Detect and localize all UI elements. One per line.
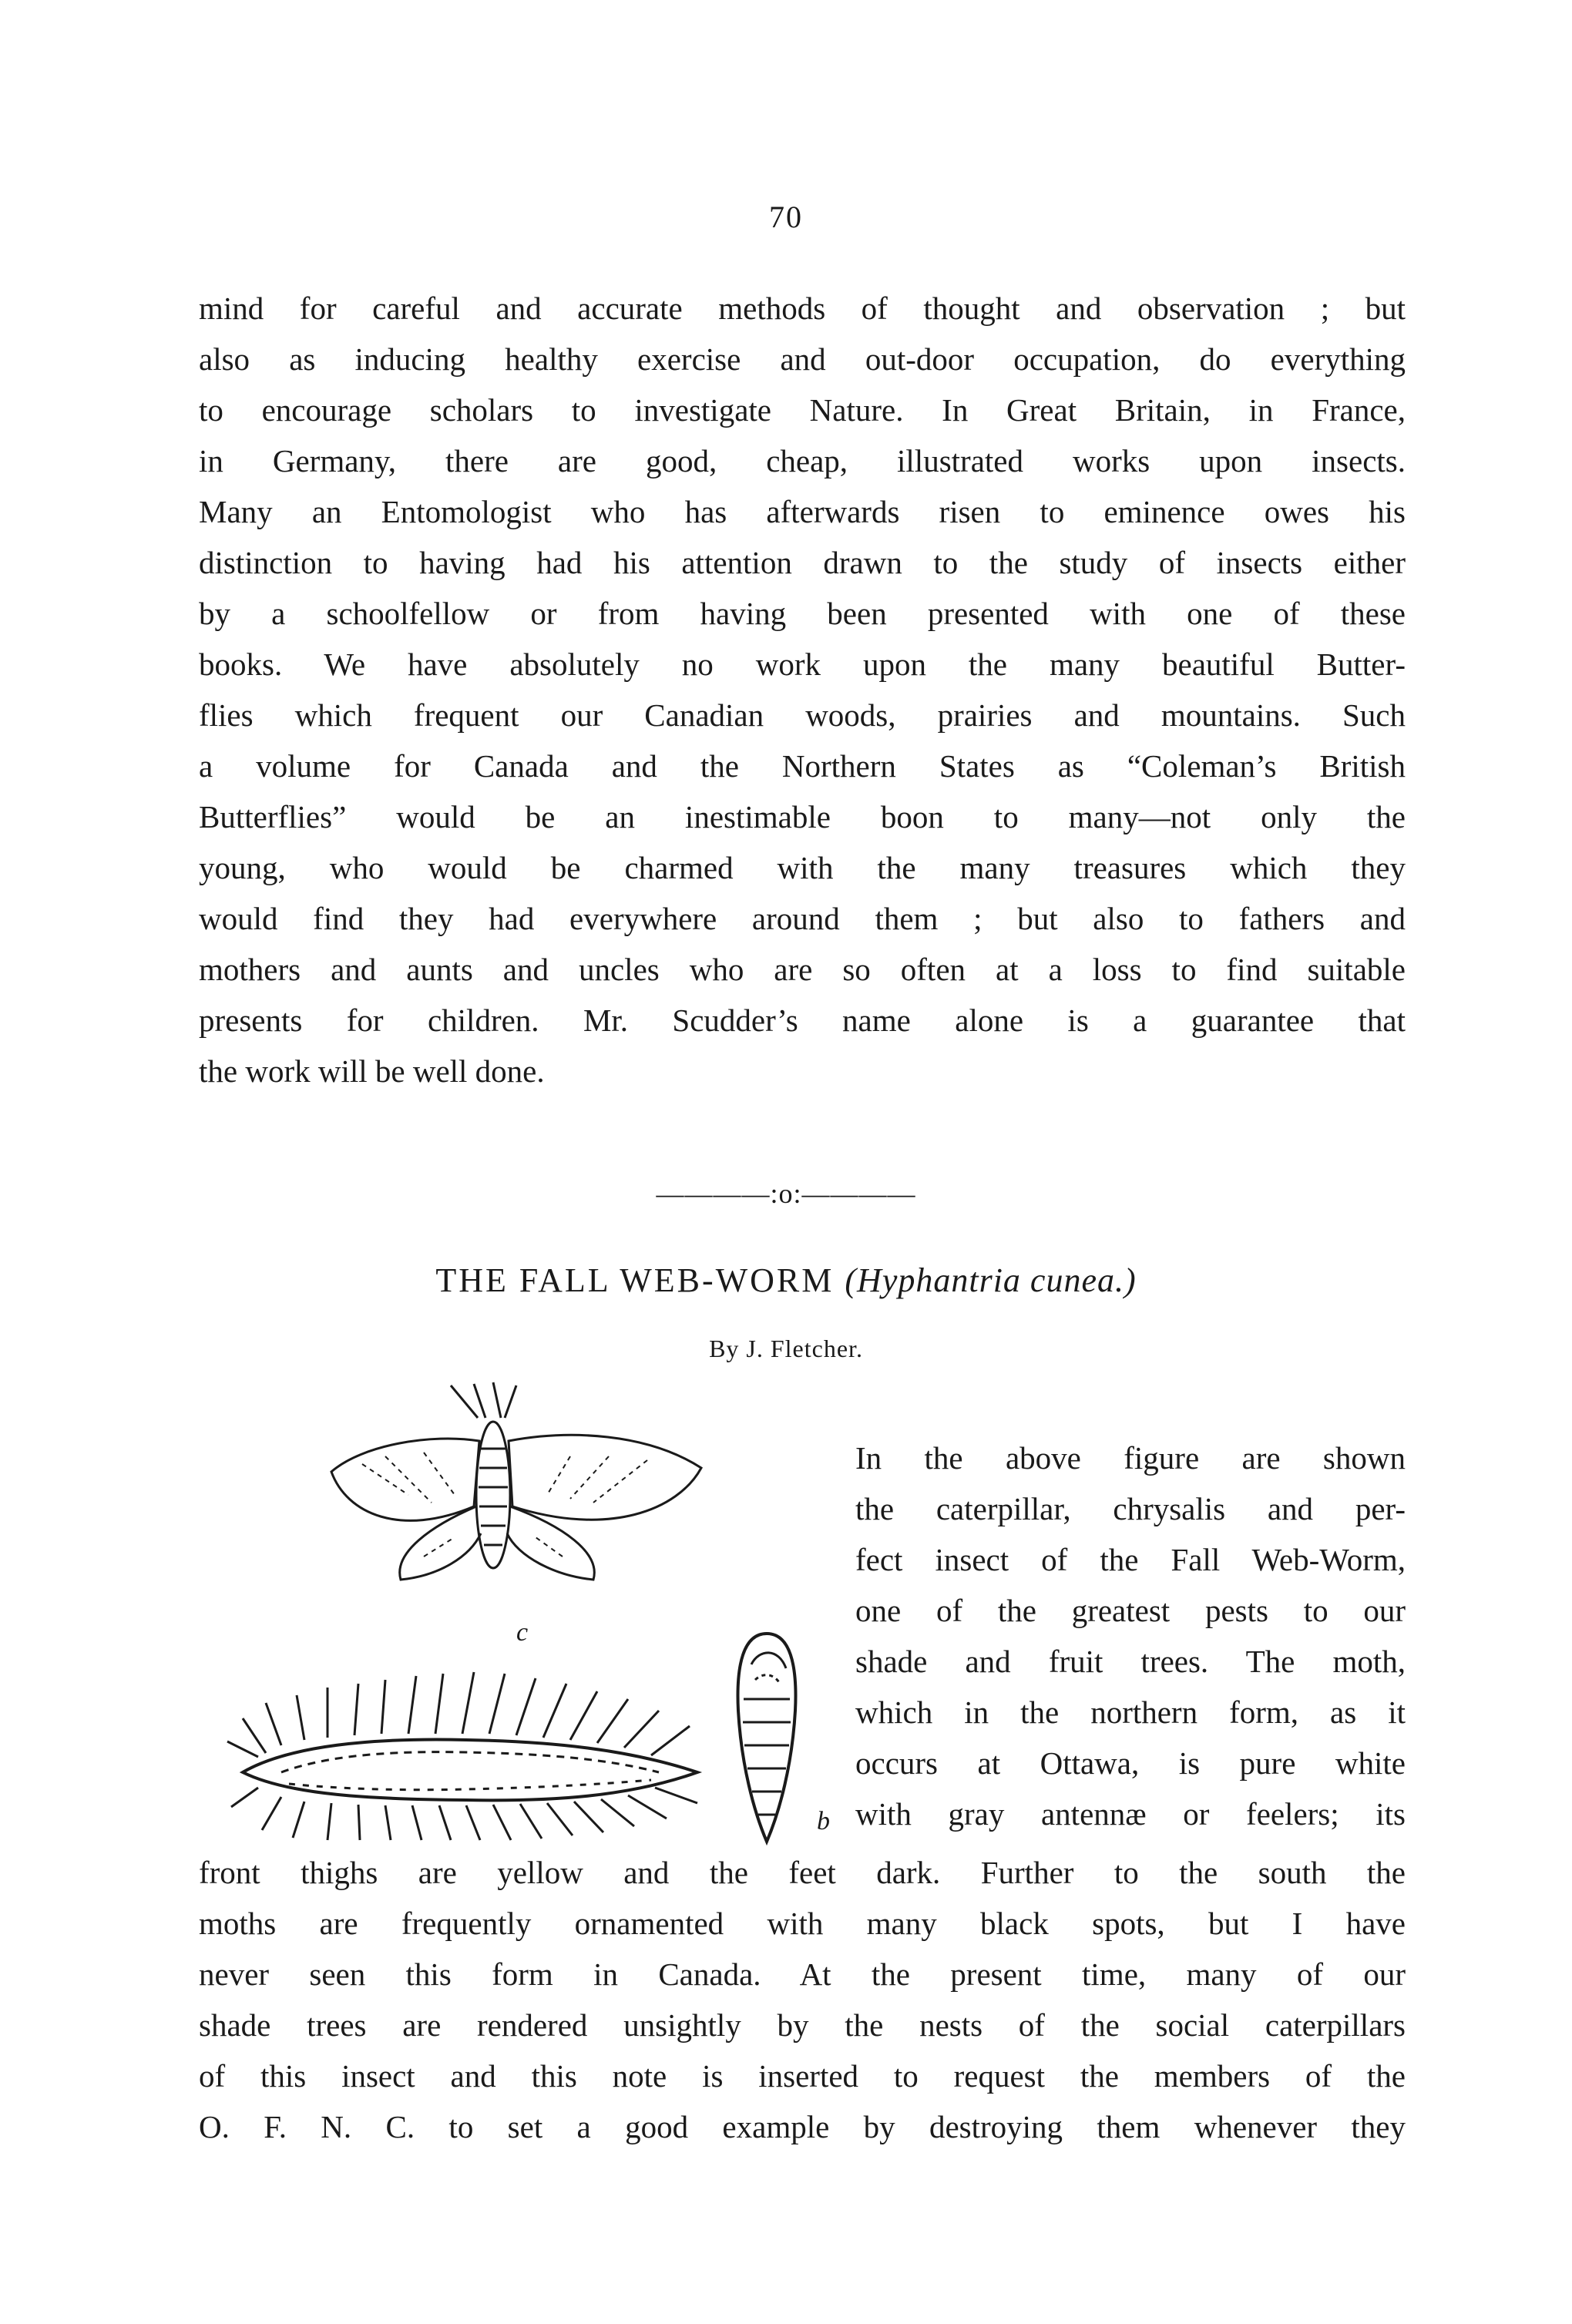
text-line: young, who would be charmed with the many treasures which they	[199, 850, 1406, 885]
text-line: mothers and aunts and uncles who are so often at a loss to find suitable	[199, 952, 1406, 987]
text-line: with gray antennæ or feelers; its	[855, 1796, 1406, 1832]
figure-label-c: c	[516, 1618, 529, 1647]
text-line: Many an Entomologist who has afterwards risen to eminence owes his	[199, 494, 1406, 529]
text-line: which in the northern form, as it	[855, 1694, 1406, 1730]
text-line: O. F. N. C. to set a good example by destroying them whenever they	[199, 2109, 1406, 2144]
text-line: shade trees are rendered unsightly by the nests of the social caterpillars	[199, 2007, 1406, 2043]
text-line: In the above figure are shown	[855, 1440, 1406, 1476]
text-line: distinction to having had his attention drawn to the study of insects either	[199, 545, 1406, 580]
text-line: would find they had everywhere around them ; but also to fathers and	[199, 901, 1406, 936]
text-line: never seen this form in Canada. At the present time, many of our	[199, 1956, 1406, 1992]
figure-label-b: b	[817, 1807, 830, 1835]
caterpillar-illustration	[220, 1664, 713, 1842]
text-line: occurs at Ottawa, is pure white	[855, 1745, 1406, 1781]
moth-illustration	[316, 1379, 732, 1603]
text-line: flies which frequent our Canadian woods, prairies and mountains. Such	[199, 697, 1406, 733]
text-line: moths are frequently ornamented with many black spots, but I have	[199, 1906, 1406, 1941]
text-line: one of the greatest pests to our	[855, 1593, 1406, 1628]
text-line: front thighs are yellow and the feet dark. Further to the south the	[199, 1855, 1406, 1890]
text-line: a volume for Canada and the Northern States as “Coleman’s British	[199, 748, 1406, 784]
section-separator: ————:o:————	[656, 1178, 916, 1209]
text-line: Butterflies” would be an inestimable boon to many—not only the	[199, 799, 1406, 835]
text-line: also as inducing healthy exercise and out-door occupation, do everything	[199, 341, 1406, 377]
article-byline: By J. Fletcher.	[709, 1335, 863, 1362]
article-title-text: THE FALL WEB-WORM	[435, 1261, 835, 1299]
text-line: books. We have absolutely no work upon the many beautiful Butter-	[199, 646, 1406, 682]
text-line: the caterpillar, chrysalis and per-	[855, 1491, 1406, 1526]
chrysalis-illustration	[724, 1626, 809, 1849]
text-line: of this insect and this note is inserted to request the members of the	[199, 2058, 1406, 2094]
text-line: mind for careful and accurate methods of thought and observation ; but	[199, 290, 1406, 326]
text-line: presents for children. Mr. Scudder’s name alone is a guarantee that	[199, 1002, 1406, 1038]
text-line: by a schoolfellow or from having been presented with one of these	[199, 596, 1406, 631]
article-title	[0, 1261, 1572, 1300]
text-line: fect insect of the Fall Web-Worm,	[855, 1542, 1406, 1577]
text-line: the work will be well done.	[199, 1053, 545, 1089]
text-line: in Germany, there are good, cheap, illustrated works upon insects.	[199, 443, 1406, 479]
text-line: to encourage scholars to investigate Nature. In Great Britain, in France,	[199, 392, 1406, 428]
article-title-latin: (Hyphantria cunea.)	[845, 1261, 1137, 1299]
text-line: shade and fruit trees. The moth,	[855, 1644, 1406, 1679]
page-number: 70	[769, 200, 803, 234]
